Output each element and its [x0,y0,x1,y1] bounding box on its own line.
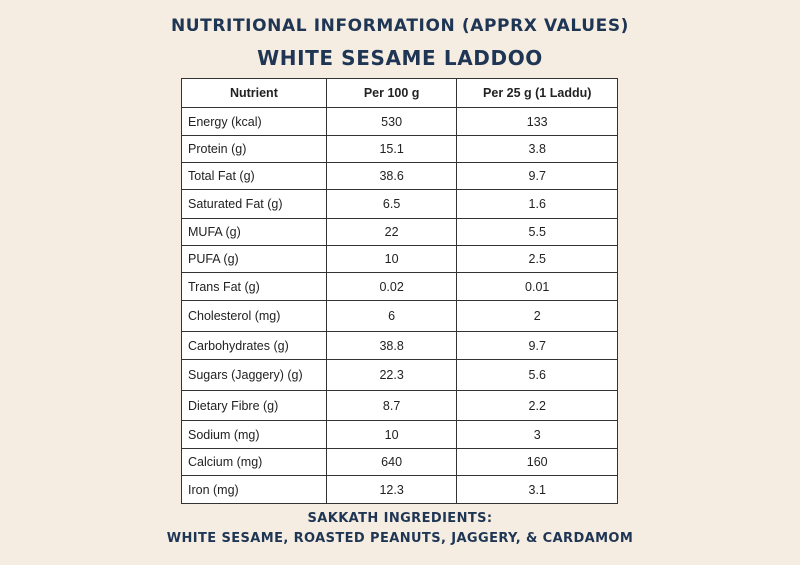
nutrient-cell: Cholesterol (mg) [182,301,327,332]
header-per-25g: Per 25 g (1 Laddu) [457,79,618,108]
per-25g-cell: 2.5 [457,246,618,273]
per-25g-cell: 2 [457,301,618,332]
nutrient-cell: Calcium (mg) [182,449,327,476]
nutrient-cell: Iron (mg) [182,476,327,504]
nutrient-cell: Protein (g) [182,136,327,163]
per-25g-cell: 5.6 [457,360,618,391]
nutrient-cell: Total Fat (g) [182,163,327,190]
per-25g-cell: 9.7 [457,163,618,190]
table-row [182,273,618,301]
table-row [182,163,618,190]
nutrient-cell: Sodium (mg) [182,421,327,449]
nutrient-cell: Carbohydrates (g) [182,332,327,360]
per-25g-cell: 1.6 [457,190,618,219]
ingredients-list: WHITE SESAME, ROASTED PEANUTS, JAGGERY, & CARDAMOM [166,531,634,546]
table-row [182,301,618,332]
per-25g-cell: 160 [457,449,618,476]
per-100g-cell: 22.3 [326,360,457,391]
per-25g-cell: 3.8 [457,136,618,163]
per-25g-cell: 9.7 [457,332,618,360]
nutrient-cell: Energy (kcal) [182,108,327,136]
header-nutrient: Nutrient [182,79,327,108]
per-100g-cell: 38.6 [326,163,457,190]
per-100g-cell: 6 [326,301,457,332]
per-100g-cell: 640 [326,449,457,476]
nutrient-cell: Dietary Fibre (g) [182,391,327,421]
table-row [182,391,618,421]
nutrient-cell: MUFA (g) [182,219,327,246]
per-100g-cell: 38.8 [326,332,457,360]
per-100g-cell: 0.02 [326,273,457,301]
table-row [182,421,618,449]
table-row [182,136,618,163]
nutrient-cell: Trans Fat (g) [182,273,327,301]
per-25g-cell: 0.01 [457,273,618,301]
per-100g-cell: 10 [326,246,457,273]
per-25g-cell: 133 [457,108,618,136]
per-100g-cell: 15.1 [326,136,457,163]
nutrition-table [181,78,618,504]
table-row [182,246,618,273]
per-100g-cell: 6.5 [326,190,457,219]
page-title: NUTRITIONAL INFORMATION (APPRX VALUES) [170,16,630,36]
table-row [182,190,618,219]
table-header-row [182,79,618,108]
per-100g-cell: 530 [326,108,457,136]
table-row [182,360,618,391]
nutrient-cell: Sugars (Jaggery) (g) [182,360,327,391]
per-25g-cell: 3 [457,421,618,449]
table-row [182,108,618,136]
nutrient-cell: PUFA (g) [182,246,327,273]
table-row [182,449,618,476]
per-25g-cell: 3.1 [457,476,618,504]
per-25g-cell: 2.2 [457,391,618,421]
product-name: WHITE SESAME LADDOO [257,46,543,70]
table-row [182,332,618,360]
per-25g-cell: 5.5 [457,219,618,246]
ingredients-label: SAKKATH INGREDIENTS: [307,511,493,526]
nutrient-cell: Saturated Fat (g) [182,190,327,219]
table-row [182,219,618,246]
header-per-100g: Per 100 g [326,79,457,108]
table-row [182,476,618,504]
per-100g-cell: 10 [326,421,457,449]
per-100g-cell: 8.7 [326,391,457,421]
per-100g-cell: 22 [326,219,457,246]
per-100g-cell: 12.3 [326,476,457,504]
